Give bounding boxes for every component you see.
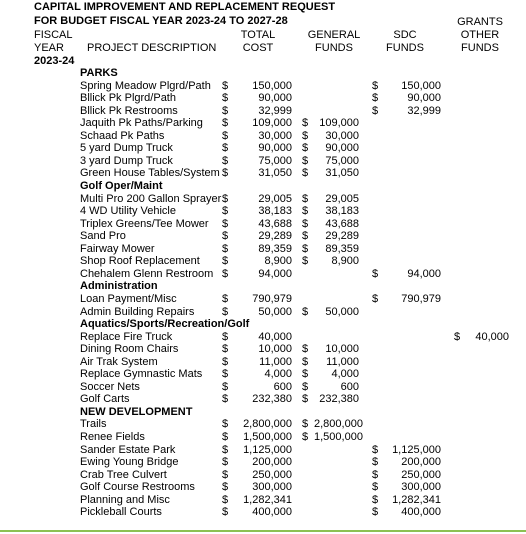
total-cost-value: 43,688 [258, 217, 292, 230]
header-general: GENERAL [307, 29, 361, 41]
general-funds-value: 89,359 [325, 242, 359, 255]
section-header-row [0, 180, 526, 193]
table-row [0, 506, 526, 519]
total-cost-value: 94,000 [258, 267, 292, 280]
project-description: 4 WD Utility Vehicle [80, 205, 176, 218]
sdc-funds-value: 150,000 [401, 79, 441, 92]
section-label: PARKS [80, 67, 118, 79]
project-description: Multi Pro 200 Gallon Sprayer [80, 192, 222, 205]
total-cost-currency: $ [222, 292, 229, 305]
report-title-line2: FOR BUDGET FISCAL YEAR 2023-24 TO 2027-28 [34, 15, 288, 27]
total-cost-currency: $ [222, 330, 229, 343]
total-cost-value: 250,000 [252, 468, 292, 481]
table-row [0, 142, 526, 155]
section-label: Golf Oper/Maint [80, 179, 163, 192]
report-title-line1: CAPITAL IMPROVEMENT AND REPLACEMENT REQUEST [34, 1, 336, 13]
general-funds-currency: $ [302, 393, 309, 406]
sdc-funds-value: 1,125,000 [392, 443, 441, 456]
sdc-funds-currency: $ [372, 493, 379, 506]
general-funds-value: 43,688 [325, 217, 359, 230]
table-row [0, 469, 526, 482]
total-cost-currency: $ [222, 92, 229, 105]
total-cost-value: 75,000 [258, 154, 292, 167]
table-row [0, 293, 526, 306]
project-description: Golf Course Restrooms [80, 481, 195, 494]
general-funds-value: 4,000 [331, 368, 359, 381]
project-description: Admin Building Repairs [80, 305, 195, 318]
project-description: 5 yard Dump Truck [80, 142, 173, 155]
section-label: Administration [80, 280, 158, 293]
project-description: Spring Meadow Plgrd/Path [80, 79, 211, 92]
header-year: YEAR [34, 42, 64, 54]
table-row [0, 393, 526, 406]
total-cost-currency: $ [222, 506, 229, 519]
general-funds-value: 31,050 [325, 167, 359, 180]
general-funds-currency: $ [302, 192, 309, 205]
table-row [0, 418, 526, 431]
total-cost-value: 38,183 [258, 205, 292, 218]
general-funds-currency: $ [302, 205, 309, 218]
general-funds-value: 75,000 [325, 154, 359, 167]
project-description: Replace Fire Truck [80, 330, 173, 343]
total-cost-value: 150,000 [252, 79, 292, 92]
header-project-description: PROJECT DESCRIPTION [87, 42, 217, 54]
total-cost-value: 300,000 [252, 481, 292, 494]
project-description: Bllick Pk Restrooms [80, 104, 178, 117]
project-description: Trails [80, 418, 107, 431]
total-cost-value: 29,005 [258, 192, 292, 205]
table-row [0, 431, 526, 444]
total-cost-currency: $ [222, 79, 229, 92]
table-row [0, 105, 526, 118]
table-row [0, 255, 526, 268]
total-cost-value: 40,000 [258, 330, 292, 343]
sdc-funds-currency: $ [372, 481, 379, 494]
total-cost-value: 31,050 [258, 167, 292, 180]
general-funds-currency: $ [302, 380, 309, 393]
section-label: NEW DEVELOPMENT [80, 405, 193, 418]
total-cost-currency: $ [222, 418, 229, 431]
general-funds-currency: $ [302, 142, 309, 155]
total-cost-currency: $ [222, 456, 229, 469]
total-cost-value: 232,380 [252, 393, 292, 406]
total-cost-currency: $ [222, 267, 229, 280]
general-funds-value: 109,000 [319, 117, 359, 130]
project-description: Jaquith Pk Paths/Parking [80, 117, 203, 130]
sdc-funds-value: 400,000 [401, 506, 441, 519]
general-funds-value: 30,000 [325, 129, 359, 142]
project-description: Sander Estate Park [80, 443, 176, 456]
sdc-funds-currency: $ [372, 92, 379, 105]
general-funds-currency: $ [302, 305, 309, 318]
table-row [0, 444, 526, 457]
table-row [0, 155, 526, 168]
header-total: TOTAL [240, 29, 276, 41]
table-row [0, 167, 526, 180]
table-row [0, 381, 526, 394]
table-row [0, 356, 526, 369]
general-funds-currency: $ [302, 431, 309, 443]
general-funds-value: 10,000 [325, 343, 359, 356]
total-cost-currency: $ [222, 393, 229, 406]
sdc-funds-value: 790,979 [401, 292, 441, 305]
general-funds-currency: $ [302, 355, 309, 368]
total-cost-currency: $ [222, 443, 229, 456]
section-label: Aquatics/Sports/Recreation/Golf [80, 318, 250, 330]
table-row [0, 494, 526, 507]
sdc-funds-value: 94,000 [407, 267, 441, 280]
sdc-funds-currency: $ [372, 456, 379, 469]
sdc-funds-value: 300,000 [401, 481, 441, 494]
sdc-funds-currency: $ [372, 468, 379, 481]
general-funds-value: 232,380 [319, 393, 359, 406]
general-funds-value: 8,900 [331, 255, 359, 268]
total-cost-currency: $ [222, 167, 229, 180]
general-funds-value: 38,183 [325, 205, 359, 218]
general-funds-value: 29,005 [325, 192, 359, 205]
table-row [0, 268, 526, 281]
general-funds-currency: $ [302, 117, 309, 130]
total-cost-value: 1,500,000 [243, 431, 292, 443]
general-funds-currency: $ [302, 255, 309, 268]
project-description: Chehalem Glenn Restroom [80, 267, 214, 280]
header-other: OTHER [460, 29, 500, 41]
table-row [0, 368, 526, 381]
general-funds-currency: $ [302, 129, 309, 142]
project-description: Schaad Pk Paths [80, 129, 165, 142]
total-cost-currency: $ [222, 481, 229, 494]
total-cost-value: 90,000 [258, 92, 292, 105]
project-description: Shop Roof Replacement [80, 255, 200, 268]
total-cost-value: 32,999 [258, 104, 292, 117]
project-description: Loan Payment/Misc [80, 292, 177, 305]
project-description: Soccer Nets [80, 380, 140, 393]
total-cost-value: 109,000 [252, 117, 292, 130]
general-funds-value: 50,000 [325, 305, 359, 318]
total-cost-currency: $ [222, 343, 229, 356]
section-header-row [0, 318, 526, 331]
general-funds-currency: $ [302, 154, 309, 167]
sdc-funds-value: 200,000 [401, 456, 441, 469]
sdc-funds-currency: $ [372, 267, 379, 280]
section-header-row [0, 406, 526, 419]
total-cost-currency: $ [222, 205, 229, 218]
total-cost-currency: $ [222, 255, 229, 268]
sdc-funds-currency: $ [372, 506, 379, 519]
project-description: Green House Tables/System [80, 167, 220, 180]
sdc-funds-value: 32,999 [407, 104, 441, 117]
table-row [0, 456, 526, 469]
general-funds-currency: $ [302, 368, 309, 381]
total-cost-value: 10,000 [258, 343, 292, 356]
total-cost-value: 790,979 [252, 292, 292, 305]
header-other-funds: FUNDS [461, 42, 499, 54]
total-cost-currency: $ [222, 380, 229, 393]
general-funds-currency: $ [302, 167, 309, 180]
total-cost-currency: $ [222, 230, 229, 243]
sdc-funds-currency: $ [372, 292, 379, 305]
project-description: Dining Room Chairs [80, 343, 179, 356]
sdc-funds-value: 250,000 [401, 468, 441, 481]
general-funds-value: 1,500,000 [314, 431, 363, 443]
project-description: Bllick Pk Plgrd/Path [80, 92, 176, 105]
project-description: Golf Carts [80, 393, 130, 406]
total-cost-currency: $ [222, 129, 229, 142]
grants-other-currency: $ [454, 330, 461, 343]
project-description: Pickleball Courts [80, 506, 162, 519]
project-description: Renee Fields [80, 431, 145, 443]
header-general-funds: FUNDS [315, 42, 353, 54]
sdc-funds-currency: $ [372, 79, 379, 92]
total-cost-value: 1,125,000 [243, 443, 292, 456]
total-cost-value: 29,289 [258, 230, 292, 243]
bottom-divider [0, 530, 526, 532]
sdc-funds-currency: $ [372, 443, 379, 456]
sdc-funds-value: 1,282,341 [392, 493, 441, 506]
general-funds-value: 11,000 [326, 355, 359, 368]
table-row [0, 230, 526, 243]
table-row [0, 117, 526, 130]
project-description: Crab Tree Culvert [80, 468, 167, 481]
table-row [0, 92, 526, 105]
total-cost-currency: $ [222, 217, 229, 230]
general-funds-currency: $ [302, 343, 309, 356]
table-row [0, 481, 526, 494]
total-cost-currency: $ [222, 154, 229, 167]
table-row [0, 193, 526, 206]
table-row [0, 343, 526, 356]
project-description: Sand Pro [80, 230, 126, 243]
table-row [0, 130, 526, 143]
project-description: Air Trak System [80, 355, 158, 368]
sdc-funds-value: 90,000 [407, 92, 441, 105]
header-sdc-funds: FUNDS [386, 42, 424, 54]
total-cost-currency: $ [222, 355, 229, 368]
total-cost-value: 8,900 [264, 255, 292, 268]
table-row [0, 218, 526, 231]
section-header-row [0, 67, 526, 80]
total-cost-value: 11,000 [259, 355, 292, 368]
total-cost-value: 1,282,341 [243, 493, 292, 506]
header-sdc: SDC [393, 29, 417, 41]
grants-other-value: 40,000 [475, 330, 509, 343]
total-cost-currency: $ [222, 431, 229, 443]
section-header-row [0, 280, 526, 293]
total-cost-value: 400,000 [252, 506, 292, 519]
general-funds-value: 90,000 [325, 142, 359, 155]
project-description: Fairway Mower [80, 242, 155, 255]
total-cost-value: 90,000 [258, 142, 292, 155]
total-cost-currency: $ [222, 192, 229, 205]
project-description: Replace Gymnastic Mats [80, 368, 203, 381]
total-cost-value: 600 [273, 380, 292, 393]
total-cost-value: 4,000 [264, 368, 292, 381]
general-funds-currency: $ [302, 217, 309, 230]
general-funds-currency: $ [302, 230, 309, 243]
table-row [0, 243, 526, 256]
total-cost-value: 200,000 [252, 456, 292, 469]
general-funds-value: 29,289 [325, 230, 359, 243]
table-row [0, 331, 526, 344]
project-description: Ewing Young Bridge [80, 456, 179, 469]
project-description: Triplex Greens/Tee Mower [80, 217, 209, 230]
total-cost-value: 89,359 [258, 242, 292, 255]
general-funds-currency: $ [302, 418, 309, 431]
total-cost-currency: $ [222, 493, 229, 506]
table-row [0, 306, 526, 319]
header-fiscal: FISCAL [34, 29, 73, 41]
project-description: Planning and Misc [80, 493, 170, 506]
total-cost-currency: $ [222, 242, 229, 255]
header-year-value: 2023-24 [34, 55, 75, 67]
table-row [0, 80, 526, 93]
header-cost: COST [242, 42, 274, 54]
header-grants: GRANTS [457, 16, 503, 28]
total-cost-currency: $ [222, 368, 229, 381]
total-cost-value: 2,800,000 [243, 418, 292, 431]
project-description: 3 yard Dump Truck [80, 154, 173, 167]
general-funds-currency: $ [302, 242, 309, 255]
sdc-funds-currency: $ [372, 104, 379, 117]
total-cost-currency: $ [222, 104, 229, 117]
total-cost-currency: $ [222, 142, 229, 155]
total-cost-currency: $ [222, 117, 229, 130]
total-cost-currency: $ [222, 305, 229, 318]
general-funds-value: 2,800,000 [314, 418, 363, 431]
general-funds-value: 600 [340, 380, 359, 393]
total-cost-currency: $ [222, 468, 229, 481]
table-row [0, 205, 526, 218]
total-cost-value: 50,000 [258, 305, 292, 318]
total-cost-value: 30,000 [258, 129, 292, 142]
